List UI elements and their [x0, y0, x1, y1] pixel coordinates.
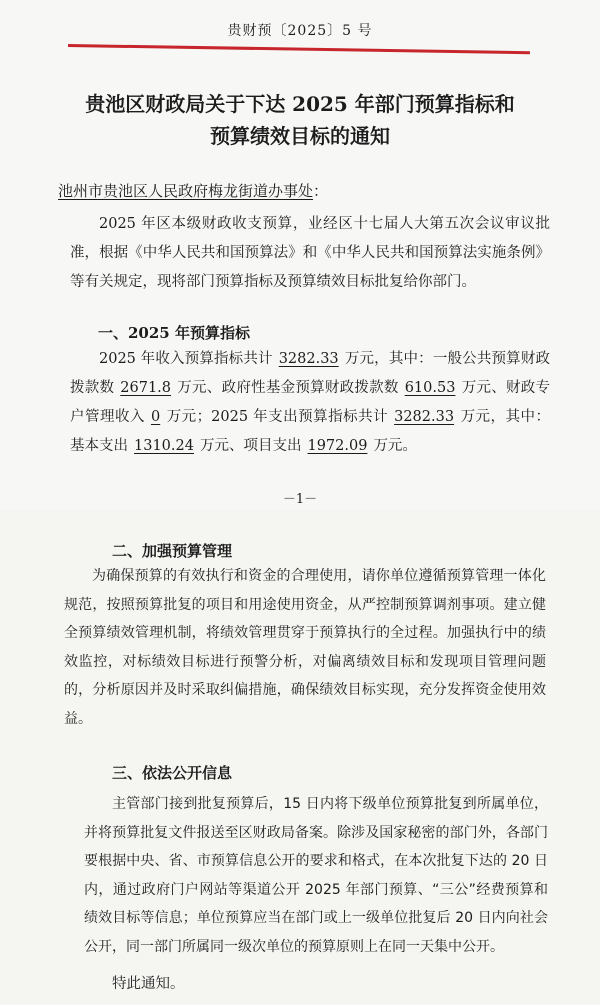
- budget-text-1: 2025 年收入预算指标共计: [99, 351, 273, 367]
- document-title: [0, 88, 600, 152]
- closing-remark: 特此通知。: [112, 976, 185, 992]
- section-3-paragraph: 主管部门接到批复预算后，15 日内将下级单位预算批复到所属单位，并将预算批复文件报送至区财政局备案。除涉及国家秘密的部门外，各部门要根据中央、省、市预算信息公开的要求和格式，在本次批复下达的 20 日内，通过政府门户网站等渠道公开 2025 年部门预算、“三公”经费预算和绩效目标等信息；单位预算应当在部门或上一级单位批复后 20 日内向社会公开，同一部门所属同一级次单位的预算原则上在同一天集中公开。: [84, 796, 548, 955]
- addressee-name: 池州市贵池区人民政府梅龙街道办事处: [58, 182, 314, 200]
- section-2-heading: 二、加强预算管理: [112, 542, 233, 560]
- section-2-paragraph: 为确保预算的有效执行和资金的合理使用，请你单位遵循预算管理一体化规范，按照预算批复的项目和用途使用资金，从严控制预算调剂事项。建立健全预算绩效管理机制，将绩效管理贯穿于预算执行的全过程。加强执行中的绩效监控，对标绩效目标进行预警分析，对偏离绩效目标和发现项目管理问题的，分析原因并及时采取纠偏措施，确保绩效目标实现，充分发挥资金使用效益。: [64, 568, 546, 727]
- budget-text-4: 万元、财政专户管理收入: [70, 380, 551, 425]
- basic-expense-value: 1310.24: [134, 438, 194, 454]
- budget-text-5: 万元；2025 年支出预算指标共计: [166, 409, 389, 425]
- budget-paragraph: [70, 345, 550, 461]
- page-number: －1－: [282, 492, 318, 507]
- income-total-value: 3282.33: [278, 351, 339, 367]
- budget-text-3: 万元、政府性基金预算财政拨款数: [177, 380, 399, 396]
- budget-text-6: 万元，其中：基本支出: [70, 409, 551, 454]
- expense-total-value: 3282.33: [394, 409, 455, 425]
- document-page-2: [0, 510, 600, 1005]
- title-line-2: 预算绩效目标的通知: [210, 124, 390, 148]
- red-header-line: [68, 44, 530, 54]
- document-number: 贵财预〔2025〕5 号: [227, 23, 373, 39]
- budget-text-7: 万元、项目支出: [199, 438, 302, 454]
- budget-text-8: 万元。: [373, 438, 417, 454]
- gov-fund-value: 610.53: [404, 380, 456, 396]
- title-line-1: 贵池区财政局关于下达 2025 年部门预算指标和: [85, 92, 515, 116]
- section-3-heading: 三、依法公开信息: [112, 764, 233, 782]
- intro-paragraph: 2025 年区本级财政收支预算，业经区十七届人大第五次会议审议批准，根据《中华人民共和国预算法》和《中华人民共和国预算法实施条例》等有关规定，现将部门预算指标及预算绩效目标批复给你部门。: [70, 216, 550, 290]
- general-public-value: 2671.8: [120, 380, 172, 396]
- project-expense-value: 1972.09: [307, 438, 368, 454]
- addressee-colon: ：: [313, 182, 329, 200]
- section-1-heading: 一、2025 年预算指标: [98, 324, 250, 342]
- special-account-value: 0: [150, 409, 161, 425]
- addressee: [58, 180, 328, 201]
- budget-text-2: 万元，其中：一般公共预算财政拨款数: [70, 351, 550, 396]
